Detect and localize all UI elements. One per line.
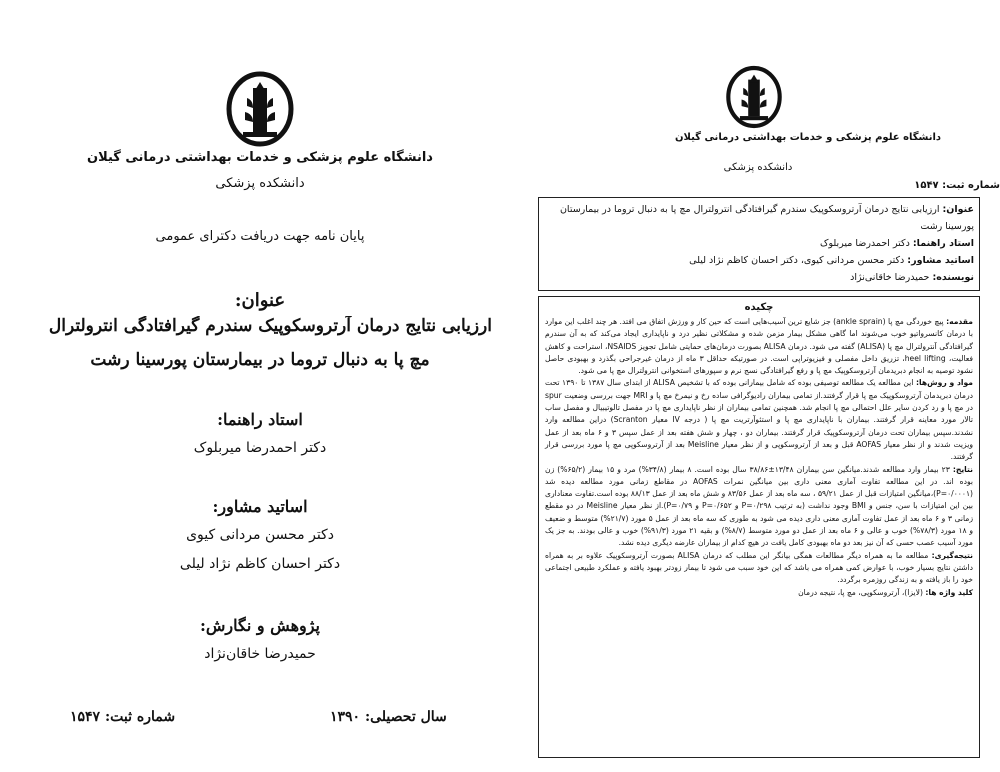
info-author-label: نویسنده: (932, 272, 974, 283)
university-logo-icon (225, 70, 295, 148)
thesis-title-line1: ارزیابی نتایج درمان آرتروسکوپیک سندرم گیرافتادگی انترولترال (48, 316, 492, 336)
abstract-conclusion (545, 550, 973, 587)
info-author: حمیدرضا خاقانی‌نژاد (850, 272, 930, 283)
abstract-box (538, 296, 980, 758)
registration-number: شماره ثبت: ۱۵۴۷ (70, 709, 176, 725)
info-supervisor-row (544, 235, 974, 252)
registration-number: شماره ثبت: ۱۵۴۷ (914, 180, 1000, 191)
info-title-row (544, 201, 974, 235)
abstract-page (520, 0, 1000, 772)
university-name: دانشگاه علوم پزشکی و خدمات بهداشتی درمانی گیلان (87, 150, 433, 165)
info-title: ارزیابی نتایج درمان آرتروسکوپیک سندرم گیرافتادگی انترولترال مچ پا به دنبال تروما در بیمارستان پورسینا رشت (559, 204, 974, 232)
results-text: ۲۳ بیمار وارد مطالعه شدند.میانگین سن بیماران ۱۳/۴۸±۳۸/۸۶ سال بوده است. ۸ بیمار (۳۴/۸%) مرد و ۱۵ بیمار (۶۵/۲%) زن بوده اند. در این مطالعه تفاوت آماری معنی داری بین میانگین نمرات AOFAS در مقاطع زمانی مورد مطالعه دیده شد (P=۰/۰۰۰۱)،میانگین امتیازات قبل از عمل ۵۹/۲۱ ، سه ماه بعد از عمل ۸۳/۵۶ و شش ماه بعد از عمل ۸۸/۱۳ بوده است.تفاوت معناداری بین این امتیازات با سن، جنس و BMI وجود نداشت (به ترتیب P=۰/۲۹۸ و P=۰/۶۵۲ و P=۰/۷۹).از نظر معیار Meisline در دو مقطع زمانی ۳ و ۶ ماه بعد از عمل تفاوت آماری معنی داری دیده می شود به طوری که سه ماه بعد از عمل ۵ مورد (۲۱/۷%) متوسط و ضعیف و ۱۸ مورد (۷۸/۳%) خوب و عالی و ۶ ماه بعد از عمل دو مورد متوسط (۸/۷%) و بقیه ۲۱ مورد (۹۱/۳%) خوب و عالی بودند. به جز یک مورد آسیب عصب حسی که آن نیز بعد دو ماه بهبودی کامل یافت در هیچ کدام از بیماران عارضه دیگری دیده نشد. (545, 464, 974, 548)
introduction-label: مقدمه: (946, 317, 973, 326)
author-name: حمیدرضا خاقان‌نژاد (204, 646, 316, 662)
info-supervisor: دکتر احمدرضا میربلوک (819, 238, 910, 249)
academic-year: سال تحصیلی: ۱۳۹۰ (330, 709, 447, 725)
faculty-name: دانشکده پزشکی (723, 162, 793, 173)
conclusion-label: نتیجه‌گیری: (931, 550, 973, 560)
university-logo-icon (725, 64, 783, 130)
introduction-text: پیچ خوردگی مچ پا (ankle sprain) جز شایع ترین آسیب‌هایی است که حین کار و ورزش اتفاق می افتد. هر چند اغلب این موارد با درمان کانسرواتیو خوب می‌شوند اما گاهی مشکل بیمار مزمن شده و مشکلاتی نظیر درد و ناپایداری ایجاد می‌کند که به آن سندرم گیرافتادگی آنترولترال مچ پا (ALISA) گفته می شود. درمان ALISA بصورت درمان‌های حمایتی شامل تجویز NSAIDS، استراحت و کاهش فعالیت، heel lifting، تزریق داخل مفصلی و فیزیوتراپی است. در صورتیکه حداقل ۳ ماه از درمان غیرجراحی بگذرد و بهبودی حاصل نشود توصیه به انجام دبریدمان آرتروسکوپیک مچ پا و رفع گیرافتادگی نسج نرم و سپورهای استخوانی انترولترال مچ پا می شود. (545, 317, 973, 376)
info-title-label: عنوان: (942, 204, 974, 215)
author-label: پژوهش و نگارش: (199, 616, 321, 635)
keywords-label: کلید واژه ها: (925, 587, 973, 597)
faculty-name: دانشکده پزشکی (215, 176, 305, 191)
methods-label: مواد و روش‌ها: (915, 378, 973, 388)
abstract-results (545, 464, 973, 550)
info-author-row (544, 269, 974, 286)
conclusion-text: مطالعه ما به همراه دیگر مطالعات همگی بیانگر این مطلب که درمان ALISA بصورت آرتروسکوپیک علاوه بر به همراه داشتن نتایج بسیار خوب، با عوارض کمی همراه می باشد که این خود سبب می شود تا بیمار زودتر بهبود یافته و عملکرد طبیعی اجتماعی خود را باز یافته و به زندگی روزمره برگردد. (545, 550, 973, 585)
title-label: عنوان: (234, 290, 286, 311)
keywords-text: (لایزا)، آرتروسکوپی، مچ پا، نتیجه درمان (798, 587, 923, 597)
abstract-keywords (545, 587, 973, 599)
thesis-info-box (538, 197, 980, 291)
advisors-label: اساتید مشاور: (212, 497, 308, 516)
abstract-introduction (545, 316, 973, 377)
thesis-purpose: پایان نامه جهت دریافت دکترای عمومی (155, 229, 365, 244)
results-label: نتایج: (952, 464, 973, 474)
info-advisors-row (544, 252, 974, 269)
supervisor-label: استاد راهنما: (217, 410, 303, 429)
info-supervisor-label: استاد راهنما: (912, 238, 974, 249)
supervisor-name: دکتر احمدرضا میربلوک (193, 440, 327, 456)
info-advisors-label: اساتید مشاور: (907, 255, 974, 266)
advisor-name-2: دکتر احسان کاظم نژاد لیلی (179, 556, 341, 572)
advisor-name-1: دکتر محسن مردانی کیوی (186, 527, 334, 543)
methods-text: این مطالعه یک مطالعه توصیفی بوده که شامل بیمارانی بوده که با تشخیص ALISA از ابتدای سال ۱۳۸۷ تا ۱۳۹۰ تحت درمان دبریدمان آرتروسکوپیک مچ پا قرار گرفتند.از تمامی بیماران رادیوگرافی ساده رخ و نیمرخ مچ پا و MRI جهت بررسی وضعیت spur در مچ پا و رد کردن سایر علل احتمالی مچ پا انجام شد. همچنین تمامی بیماران از نظر ناپایداری مچ پا در مفصل تالوتیبیال و مفصل ساب تالار مورد معاینه قرار گرفتند. بیماران با ناپایداری مچ پا و استئوآرتریت مچ پا ( درجه IV معیار Scranton) دراین مطالعه وارد نشدند.سپس بیماران تحت درمان آرتروسکوپیک قرار گرفتند. بیماران دو ، چهار و شش هفته بعد از عمل سپس ۳ و ۶ ماه بعد از عمل ویزیت شدند و از نظر معیار AOFAS قبل و بعد از آرتروسکوپی و از نظر معیار Meisline بعد از آرتروسکوپی مچ پا مورد بررسی قرار گرفتند. (545, 378, 973, 462)
info-advisors: دکتر محسن مردانی کیوی، دکتر احسان کاظم نژاد لیلی (689, 255, 905, 266)
abstract-methods (545, 377, 973, 463)
abstract-heading: چکیده (744, 302, 774, 313)
thesis-title-line2: مچ پا به دنبال تروما در بیمارستان پورسینا رشت (90, 350, 430, 370)
university-name: دانشگاه علوم پزشکی و خدمات بهداشتی درمانی گیلان (674, 132, 942, 143)
